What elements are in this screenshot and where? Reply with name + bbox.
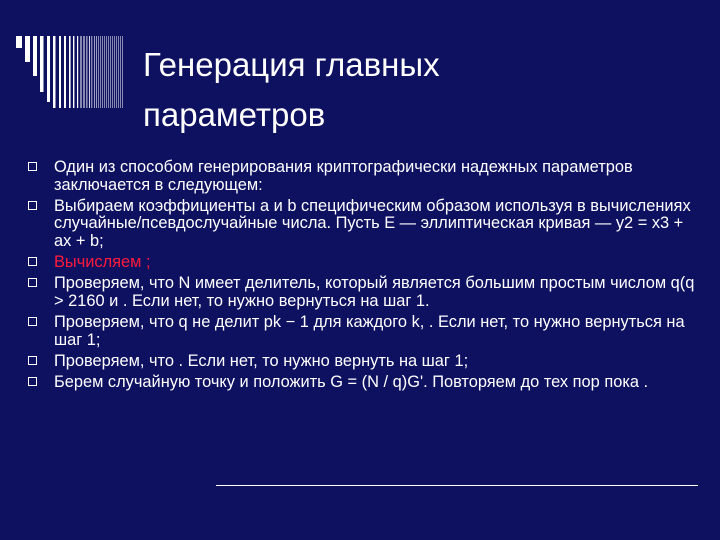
bullet-item [28, 159, 698, 194]
bullet-text: Выбираем коэффициенты a и b специфическим образом используя в вычислениях случайные/псевдослучайные числа. Пусть E — эллиптическая кривая — y2 = x3 + ax + b; [54, 196, 691, 250]
slide-title-line2: параметров [143, 96, 326, 133]
bullet-item [28, 374, 698, 392]
vertical-stripes-decoration [16, 36, 136, 108]
bullet-item [28, 275, 698, 310]
bullet-item [28, 353, 698, 371]
hollow-square-icon [28, 377, 37, 386]
hollow-square-icon [28, 317, 37, 326]
bullet-item [28, 314, 698, 349]
bullet-item [28, 254, 698, 272]
bullet-item [28, 198, 698, 251]
slide-title [143, 40, 683, 140]
bullet-text: Проверяем, что N имеет делитель, который является большим простым числом q(q > 2160 и . Если нет, то нужно вернуться на шаг 1. [54, 274, 695, 310]
bullet-list [28, 159, 698, 395]
hollow-square-icon [28, 162, 37, 171]
bullet-text: Один из способом генерирования криптографически надежных параметров заключается в следующем: [54, 158, 633, 194]
hollow-square-icon [28, 278, 37, 287]
bullet-text: Проверяем, что . Если нет, то нужно вернуть на шаг 1; [54, 351, 469, 370]
slide-title-line1: Генерация главных [143, 46, 440, 83]
hollow-square-icon [28, 201, 37, 210]
bullet-text-highlighted: Вычисляем ; [54, 253, 151, 272]
bullet-text: Проверяем, что q не делит pk − 1 для каждого k, . Если нет, то нужно вернуться на шаг 1; [54, 313, 685, 349]
footer-divider [216, 485, 698, 486]
hollow-square-icon [28, 356, 37, 365]
bullet-text: Берем случайную точку и положить G = (N / q)G'. Повторяем до тех пор пока . [54, 373, 649, 392]
hollow-square-icon [28, 257, 37, 266]
